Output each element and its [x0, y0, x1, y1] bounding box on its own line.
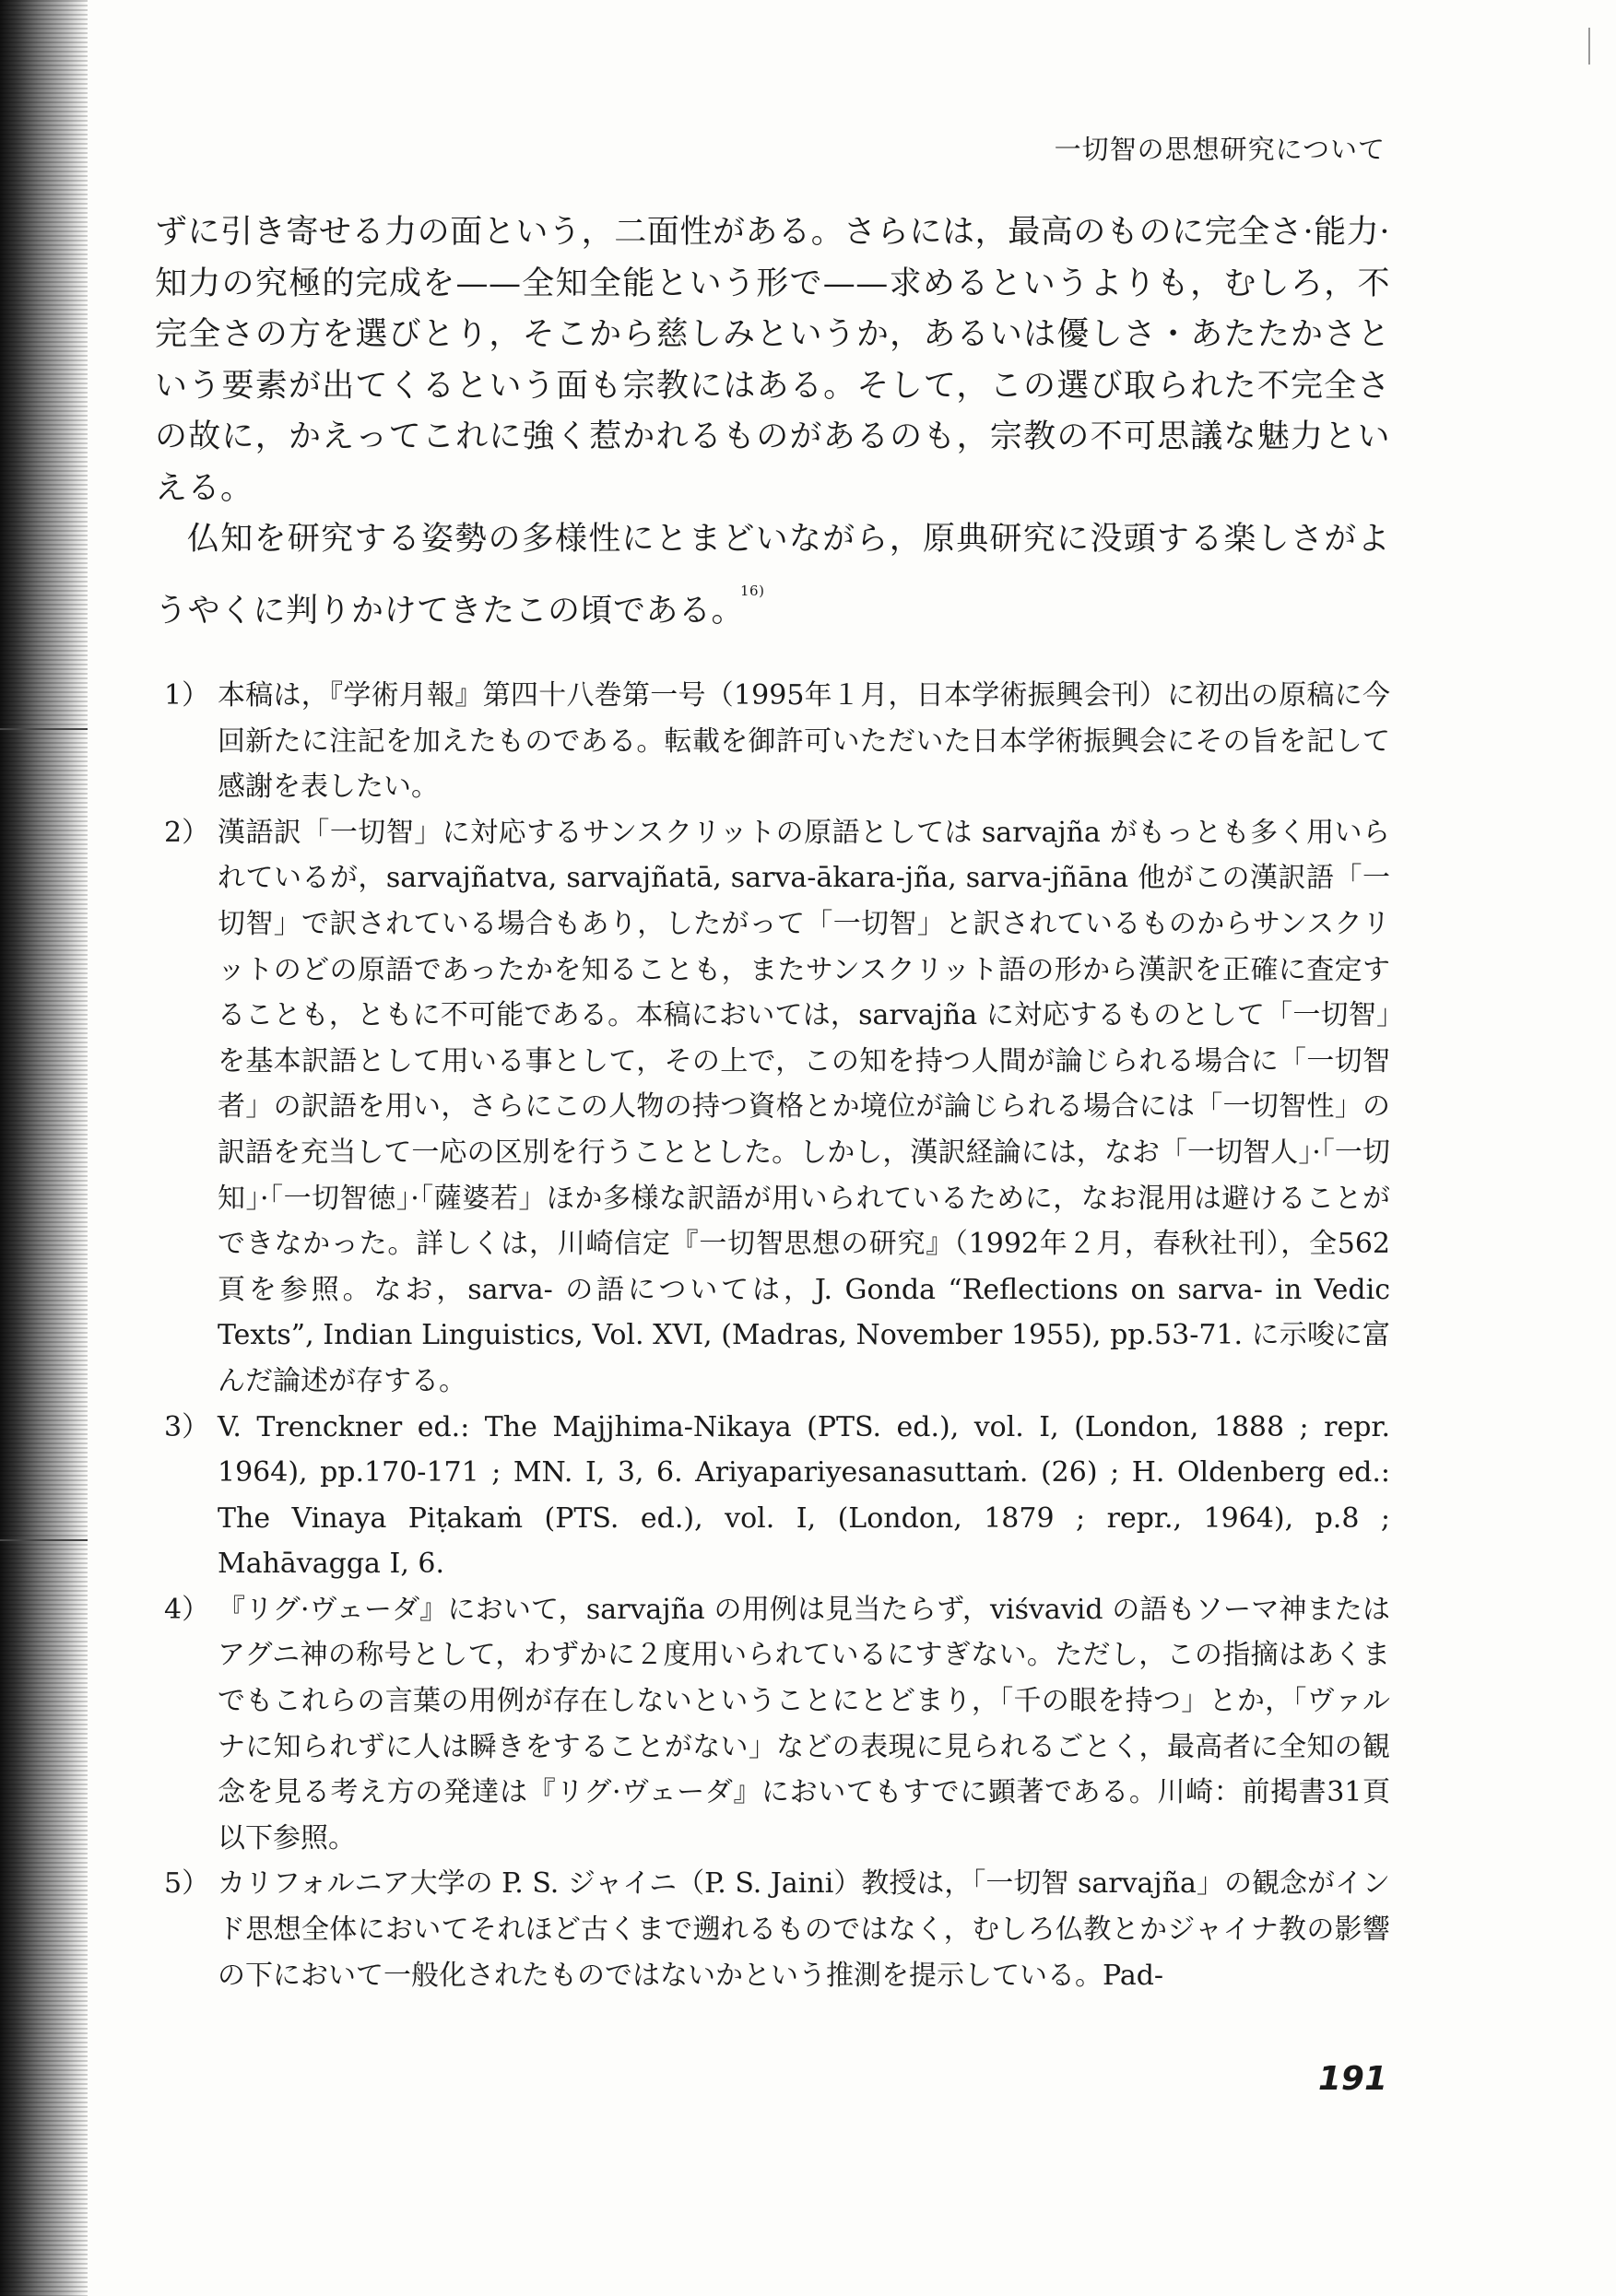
footnote-text: カリフォルニア大学の P. S. ジャイニ（P. S. Jaini）教授は，「一切智 sarvajña」の観念がインド思想全体においてそれほど古くまで遡れるものではなく，むしろ仏教とかジャイナ教の影響の下において一般化されたものではないかという推測を提示している。Pad- — [218, 1867, 1390, 1992]
footnote — [164, 1587, 1390, 1862]
binding-rule — [0, 1539, 88, 1541]
footnote-number: 1） — [164, 679, 210, 712]
scan-mark — [1588, 28, 1590, 65]
footnote-text: V. Trenckner ed.: The Majjhima-Nikaya (PTS. ed.), vol. I, (London, 1888 ; repr. 1964), pp.170-171 ; MN. I, 3, 6. Ariyapariyesanasuttaṁ. (26) ; H. Oldenberg ed.: The Vinaya Piṭakaṁ (PTS. ed.), vol. I, (London, 1879 ; repr., 1964), p.8 ; Mahāvagga I, 6. — [218, 1410, 1390, 1581]
body-paragraph-text: 仏知を研究する姿勢の多様性にとまどいながら，原典研究に没頭する楽しさがようやくに判りかけてきたこの頃である。 — [155, 521, 1390, 630]
footnote — [164, 1861, 1390, 1998]
footnote-number: 4） — [164, 1593, 210, 1626]
note-reference: 16) — [740, 582, 765, 599]
footnote-text: 本稿は，『学術月報』第四十八巻第一号（1995年１月，日本学術振興会刊）に初出の原稿に今回新たに注記を加えたものである。転載を御許可いただいた日本学術振興会にその旨を記して感謝を表したい。 — [218, 679, 1390, 804]
footnote-text: 『リグ·ヴェーダ』において，sarvajña の用例は見当たらず，viśvavid の語もソーマ神またはアグニ神の称号として，わずかに２度用いられているにすぎない。ただし，この指摘はあくまでもこれらの言葉の用例が存在しないということにとどまり，「千の眼を持つ」とか，「ヴァルナに知られずに人は瞬きをすることがない」などの表現に見られるごとく，最高者に全知の観念を見る考え方の発達は『リグ·ヴェーダ』においてもすでに顕著である。川崎：前掲書31頁以下参照。 — [218, 1593, 1390, 1854]
page-number: 191 — [1317, 2060, 1387, 2098]
footnotes — [164, 673, 1390, 1998]
footnote — [164, 1405, 1390, 1587]
footnote-number: 5） — [164, 1867, 210, 1901]
footnote-number: 2） — [164, 816, 210, 849]
binding-rule — [0, 728, 88, 730]
footnote — [164, 673, 1390, 810]
running-head: 一切智の思想研究について — [1054, 134, 1386, 165]
body-paragraph — [155, 514, 1390, 637]
body-text — [155, 207, 1390, 637]
book-binding-shadow — [0, 0, 88, 2296]
footnote — [164, 810, 1390, 1405]
footnote-number: 3） — [164, 1410, 210, 1443]
footnote-text: 漢語訳「一切智」に対応するサンスクリットの原語としては sarvajña がもっとも多く用いられているが，sarvajñatva, sarvajñatā, sarva-ākara-jña, sarva-jñāna 他がこの漢訳語「一切智」で訳されている場合もあり，したがって「一切智」と訳されているものからサンスクリットのどの原語であったかを知ることも，またサンスクリット語の形から漢訳を正確に査定することも，ともに不可能である。本稿においては，sarvajña に対応するものとして「一切智」を基本訳語として用いる事として，その上で，この知を持つ人間が論じられる場合に「一切智者」の訳語を用い，さらにこの人物の持つ資格とか境位が論じられる場合には「一切智性」の訳語を充当して一応の区別を行うこととした。しかし，漢訳経論には，なお「一切智人」·「一切知」·「一切智徳」·「薩婆若」ほか多様な訳語が用いられているために，なお混用は避けることができなかった。詳しくは，川崎信定『一切智思想の研究』（1992年２月，春秋社刊），全562頁を参照。なお，sarva- の語については，J. Gonda “Reflections on sarva- in Vedic Texts”, Indian Linguistics, Vol. XVI, (Madras, November 1955), pp.53-71. に示唆に富んだ論述が存する。 — [218, 816, 1390, 1397]
body-paragraph: ずに引き寄せる力の面という，二面性がある。さらには，最高のものに完全さ·能力·知力の究極的完成を——全知全能という形で——求めるというよりも，むしろ，不完全さの方を選びとり，そこから慈しみというか，あるいは優しさ・あたたかさという要素が出てくるという面も宗教にはある。そして，この選び取られた不完全さの故に，かえってこれに強く惹かれるものがあるのも，宗教の不可思議な魅力といえる。 — [155, 214, 1390, 507]
